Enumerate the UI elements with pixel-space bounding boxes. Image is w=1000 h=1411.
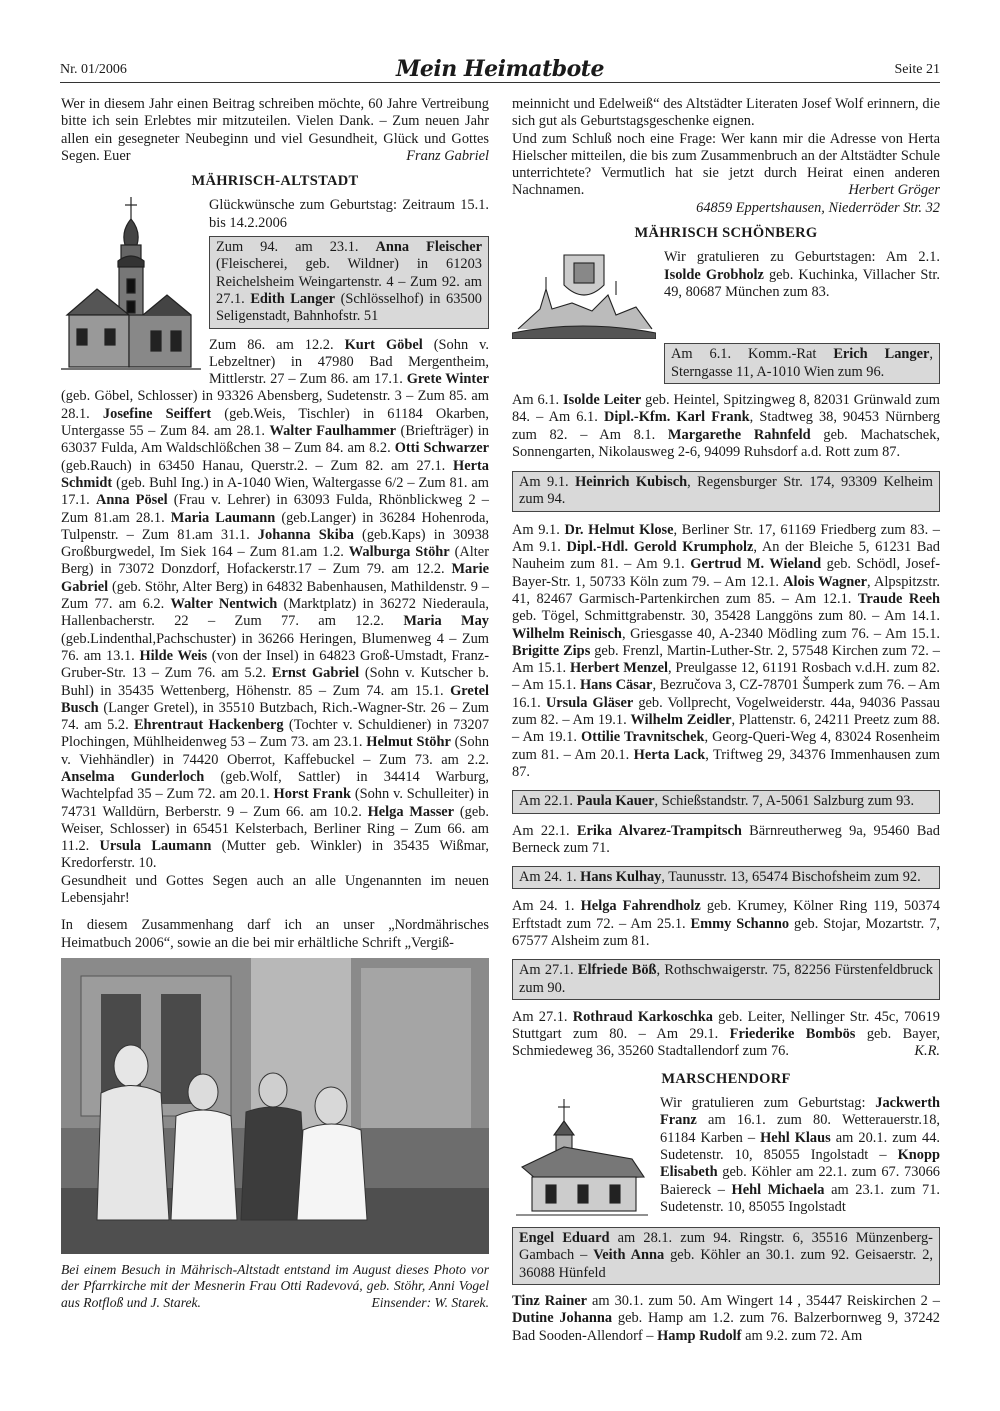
entry-text: Am 9.1. [512,521,565,538]
entry-text: geb. Heintel, Spitzingweg 8, 82031 Grünwald zum 84. – Am 6.1. [512,391,940,426]
altstadt-closing: Gesundheit und Gottes Segen auch an alle Ungenannten im neuen Lebensjahr! [61,872,489,907]
person-name: Ottilie Travnitschek [581,729,705,746]
person-name: Isolde Leiter [563,391,642,408]
person-name: Horst Frank [273,786,351,803]
person-name: Dr. Helmut Klose [564,521,674,538]
person-name: Walburga Stöhr [348,544,450,561]
person-name: Veith Anna [593,1247,665,1264]
entry-text: am 20.1. zum 44. Sudetenstr. 10, 85055 Ingolstadt – [660,1129,941,1163]
person-name: Herta Lack [633,746,706,763]
entry-text: geb. Vollprecht, Vogelweiderstr. 44a, 94036 Passau zum 82. – Am 19.1. [512,694,940,729]
person-name: Traude Reeh [857,590,940,607]
heading-marschendorf: MARSCHENDORF [661,1070,791,1087]
entry-text: (Sohn v. Lebzeltner) in 47980 Bad Mergentheim, Mittlerstr. 27 – Zum 86. am 17.1. [209,336,490,388]
entry-text: am 23.1. zum 71. Sudetenstr. 10, 85055 Ingolstadt [660,1181,940,1215]
person-name: Margarethe Rahnfeld [667,426,811,443]
schoenberg-list-3: Am 22.1. Erika Alvarez-Trampitsch Bärnreutherweg 9a, 95460 Bad Berneck zum 71. [512,822,940,856]
intro-signature: Franz Gabriel [406,147,489,164]
person-name: Dutine Johanna [512,1310,613,1327]
schoenberg-box-langer: Am 6.1. Komm.-Rat Erich Langer, Sterngasse 11, A-1010 Wien zum 96. [664,343,940,384]
altstadt-context: In diesem Zusammenhang darf ich an unser „Nordmährisches Heimatbuch 2006“, sowie an die bei mir erhältliche Schrift „Vergiß- [61,917,489,951]
altstadt-lead: Glückwünsche zum Geburtstag: Zeitraum 15.1. bis 14.2.2006 [209,197,489,231]
entry-text: (Sohn v. Viehhändler) in 74420 Oberrot, Kaffebuckel – Zum 73. am 2.2. [61,734,490,768]
entry-text: (geb. Buhl Ing.) in A-1040 Wien, Waltergasse 6/2 – Zum 81. am 17.1. [61,474,489,509]
person-name: Maria May [403,613,489,630]
person-name: Hilde Weis [139,647,208,664]
entry-text: Zum 86. am 12.2. [209,336,345,353]
photo-caption: Bei einem Besuch in Mährisch-Altstadt entstand im August dieses Photo vor der Pfarrkirche mit der Mesnerin Frau Otti Radevová, geb. Stöhr, Anni Vogel aus Rotfloß und J. Starek. Einsender: W. Starek. [61,1261,489,1310]
entry-text: Am 24. 1. [512,898,581,915]
entry-text: geb. Krumey, Kölner Ring 119, 50374 Erftstadt zum 72. – Am 25.1. [512,898,940,932]
schoenberg-list-5 [512,1009,940,1061]
entry-text: (Frau v. Lehrer) in 63093 Fulda, Rhönblickweg 2 – Zum 81.am 28.1. [61,492,489,526]
person-name: Ehrentraut Hackenberg [133,717,284,734]
person-name: Wilhelm Zeidler [630,712,732,729]
person-name: Anna Pösel [95,492,168,509]
person-name: Knopp Elisabeth [660,1146,940,1181]
person-name: Hehl Klaus [760,1129,831,1146]
entry-text: geb. Frenzl, Martin-Luther-Str. 2, 57548 Kirchen zum 72. – Am 15.1. [512,642,940,677]
page-number: Seite 21 [894,62,940,77]
entry-text: , Stadtweg 38, 90453 Nürnberg zum 82. – Am 8.1. [512,409,941,443]
entry-text: , Georg-Queri-Weg 4, 83024 Rosenheim zum 81. – Am 20.1. [512,729,940,763]
entry-text: (Langer Gretel), in 35510 Butzbach, Rich.-Wagner-Str. 26 – Zum 74. am 5.2. [61,699,489,734]
entry-text: (Sohn v. Kutscher b. Buhl) in 35435 Wettenberg, Höhenstr. 85 – Zum 74. am 15.1. [61,665,489,699]
groeger-address: 64859 Eppertshausen, Niederröder Str. 32 [696,199,940,216]
heading-maehrisch-altstadt: MÄHRISCH-ALTSTADT [191,173,359,190]
entry-text: (Marktplatz) in 36272 Niederaula, Hallenbacherstr. 22 – Zum 77. am 12.2. [61,596,489,630]
person-name: Alois Wagner [783,573,868,590]
entry-text: (von der Insel) in 64823 Groß-Umstadt, Franz-Gruber-Str. 13 – Zum 76. am 5.2. [61,647,489,682]
person-name: Herta Schmidt [61,457,489,491]
person-name: Josefine Seiffert [102,405,212,422]
left-column [61,96,489,1311]
heading-maehrisch-schoenberg: MÄHRISCH SCHÖNBERG [634,225,818,242]
schoenberg-town-illustration [512,249,656,339]
person-name: Gertrud M. Wieland [690,556,822,573]
person-name: Grete Winter [406,371,489,388]
person-name: Wilhelm Reinisch [512,625,622,642]
person-name: Tinz Rainer [512,1292,588,1309]
person-name: Johanna Skiba [257,526,354,543]
entry-text: Wir gratulieren zum Geburtstag: [660,1095,876,1112]
entry-text: (geb.Kaps) in 30938 Großburgwedel, Im Siek 164 – Zum 81.am 1.2. [61,526,489,561]
entry-text: , Bezručova 3, CZ-78701 Šumperk zum 76. – Am 16.1. [512,677,940,711]
entry-text: geb. Tögel, Schmittgrabenstr. 30, 35428 Langgöns zum 80. – Am 14.1. [512,608,940,625]
altstadt-highlight-box: Zum 94. am 23.1. Anna Fleischer (Fleischerei, geb. Wildner) in 61203 Reichelsheim Weingartenstr. 4 – Zum 92. am 27.1. Edith Langer (Schlösselhof) in 63500 Seligenstadt, Bahnhofstr. 51 [209,236,489,328]
wolf-continuation: meinnicht und Edelweiß“ des Altstädter Literaten Josef Wolf erinnern, die sich gut als Geburtstagsgeschenke eignen. [512,96,940,130]
church-tower-illustration [61,197,201,377]
group-photo [61,958,489,1254]
entry-text: am 16.1. zum 80. Wetterauerstr.18, 61184 Karben – [660,1112,940,1146]
schoenberg-box-kubisch: Am 9.1. Heinrich Kubisch, Regensburger Str. 174, 93309 Kelheim zum 94. [512,471,940,512]
person-name: Hans Cäsar [579,677,653,694]
person-name: Helga Masser [367,803,455,820]
entry-text: , Preulgasse 12, 61191 Rosbach v.d.H. zum 82. – Am 15.1. [512,660,940,694]
altstadt-birthday-list [61,337,489,873]
person-name: Dipl.-Hdl. Gerold Krumpholz [566,539,754,556]
entry-text: geb. Leiter, Nellinger Str. 45c, 70619 Stuttgart zum 80. – Am 29.1. [512,1008,940,1043]
schoenberg-list-4 [512,898,940,950]
entry-text: , Griesgasse 40, A-2340 Mödling zum 76. – Am 15.1. [621,625,940,642]
schoenberg-list-2 [512,522,940,781]
person-name: Rothraud Karkoschka [572,1008,713,1025]
schoenberg-box-boess: Am 27.1. Elfriede Böß, Rothschwaigerstr. 75, 82256 Fürstenfeldbruck zum 90. [512,959,940,1000]
page-header [60,56,940,86]
person-name: Ursula Laumann [99,838,212,855]
entry-text: geb. Köhler am 22.1. zum 67. 73066 Baiereck – [660,1164,940,1198]
person-name: Ernst Gabriel [271,665,360,682]
entry-text: Am 27.1. [512,1008,573,1025]
entry-text: am 30.1. zum 50. Am Wingert 14 , 35447 Reiskirchen 2 – [587,1292,940,1309]
schoenberg-box-kulhay: Am 24. 1. Hans Kulhay, Taunusstr. 13, 65474 Bischofsheim zum 92. [512,866,940,889]
right-column [512,96,940,1345]
entry-text: (geb. Stöhr, Alter Berg) in 64832 Babenhausen, Mathildenstr. 9 – Zum 77. am 6.2. [61,578,489,613]
groeger-signature: Herbert Gröger [848,182,940,199]
person-name: Engel Eduard [519,1230,610,1247]
entry-text: (geb.Wolf, Sattler) in 34414 Warburg, Wachtelpfad 35 – Zum 72. am 20.1. [61,768,489,803]
schoenberg-lead: Wir gratulieren zu Geburtstagen: Am 2.1. Isolde Grobholz geb. Kuchinka, Villacher Str. 49, 80687 München zum 83. [664,249,940,300]
person-name: Kurt Göbel [344,336,423,353]
hielscher-question: Und zum Schluß noch eine Frage: Wer kann mir die Adresse von Herta Hielscher mitteilen, die bis zum Zusammenbruch an der Altstädter Schule unterrichtete? Vermutlich hat sie jetzt durch Heirat einen anderen Nachnamen. Herbert Gröger [512,130,940,199]
entry-text: (Mutter geb. Winkler) in 35435 Wißmar, Kredorferstr. 10. [61,838,489,872]
entry-text: geb. Bayer, Schmiedeweg 36, 35260 Stadtallendorf zum 76. [512,1026,940,1060]
person-name: Ursula Gläser [545,694,634,711]
masthead-title: Mein Heimatbote [396,56,604,82]
person-name: Brigitte Zips [512,642,591,659]
person-name: Marie Gabriel [61,561,489,595]
entry-text: geb. Machatschek, Sonnengarten, Nikolausweg 2-6, 94099 Ruhsdorf a.d. Rott zum 87. [512,426,940,460]
person-name: Jackwerth Franz [660,1095,940,1129]
entry-text: geb. Hamp am 1.2. zum 76. Balzerbornweg 9, 37242 Bad Sooden-Allendorf – [512,1310,941,1344]
person-name: Helmut Stöhr [366,734,451,751]
header-rule [60,82,940,83]
entry-text: (geb. Weiser, Schlosser) in 65451 Kelsterbach, Berliner Ring – Zum 66. am 11.2. [61,803,490,855]
entry-text: (Alter Berg) in 73072 Donzdorf, Hofackerstr.17 – Zum 79. am 12.2. [61,544,489,578]
entry-text: (Sohn v. Schulleiter) in 74731 Walldürn, Berberstr. 9 – Zum 66. am 10.2. [61,786,489,820]
entry-text: (geb. Göbel, Schlosser) in 93326 Abensberg, Sudetenstr. 3 – Zum 85. am 28.1. [61,388,489,422]
caption-submitter: Einsender: W. Starek. [371,1294,489,1310]
person-name: Herbert Menzel [569,660,668,677]
person-name: Hamp Rudolf [657,1327,742,1344]
marschendorf-chapel-illustration [512,1095,652,1223]
entry-text: Am 6.1. [512,391,563,408]
entry-text: (geb.Lindenthal,Pachschuster) in 36266 Heringen, Blumenweg 4 – Zum 76. am 13.1. [61,630,489,664]
entry-text: geb. Köhler an 30.1. zum 92. Geisaerstr. 2, 36088 Hünfeld [519,1247,934,1281]
entry-text: (Briefträger) in 63037 Fulda, Am Waldschlößchen 38 – Zum 84. am 8.2. [61,423,489,457]
entry-text: , An der Bleiche 5, 61231 Bad Nauheim zum 81. – Am 9.1. [512,539,940,573]
entry-text: (geb.Rauch) in 63450 Hanau, Querstr.2. – Zum 82. am 27.1. [61,457,454,474]
person-name: Dipl.-Kfm. Karl Frank [603,409,750,426]
entry-text: (geb.Langer) in 36284 Hohenroda, Tulpenstr. – Zum 81.am 31.1. [61,509,489,543]
marschendorf-list-2 [512,1293,940,1345]
entry-text: , Triftweg 29, 34376 Immenhausen zum 87. [512,746,940,780]
entry-text: , Berliner Str. 17, 61169 Friedberg zum 83. – Am 9.1. [512,521,940,556]
entry-text: (Tochter v. Schuldiener) in 73207 Plochingen, Mühlheidenweg 53 – Zum 73. am 23.1. [61,717,490,751]
person-name: Maria Laumann [170,509,276,526]
person-name: Walter Nentwich [170,596,278,613]
intro-paragraph: Wer in diesem Jahr einen Beitrag schreiben möchte, 60 Jahre Vertreibung bitte ich sein Erlebtes mir mitzuteilen. Vielen Dank. – Zum neuen Jahr allen ein gesegneter Neubeginn und viel Gesundheit, Glück und Gottes Segen. Euer Franz Gabriel [61,96,489,164]
marschendorf-box [512,1227,940,1285]
person-name: Friederike Bombös [729,1026,856,1043]
schoenberg-list-1 [512,392,940,461]
person-name: Hehl Michaela [731,1181,825,1198]
kr-signature: K.R. [914,1043,940,1060]
person-name: Emmy Schanno [690,915,790,932]
entry-text: am 9.2. zum 72. Am [741,1327,863,1344]
entry-text: am 28.1. zum 94. Ringstr. 6, 35516 Münzenberg-Gambach – [519,1230,933,1264]
entry-text: (geb.Weis, Tischler) in 61184 Okarben, Untergasse 55 – Zum 84. am 28.1. [61,405,489,440]
entry-text: , Plattenstr. 6, 24211 Preetz zum 88. – Am 19.1. [512,712,940,746]
entry-text: geb. Stojar, Mozartstr. 7, 67577 Alsheim zum 81. [512,915,940,949]
schoenberg-box-kauer: Am 22.1. Paula Kauer, Schießstandstr. 7, A-5061 Salzburg zum 93. [512,790,940,813]
person-name: Otti Schwarzer [394,440,490,457]
person-name: Gretel Busch [61,682,489,716]
entry-text: , Alpspitzstr. 41, 82467 Garmisch-Partenkirchen zum 85. – Am 12.1. [512,573,940,607]
issue-number: Nr. 01/2006 [60,62,127,77]
person-name: Helga Fahrendholz [580,898,701,915]
entry-text: geb. Schödl, Josef-Bayer-Str. 1, 50733 Köln zum 79. – Am 12.1. [512,556,940,590]
person-name: Anselma Gunderloch [61,768,205,785]
person-name: Walter Faulhammer [269,423,397,440]
